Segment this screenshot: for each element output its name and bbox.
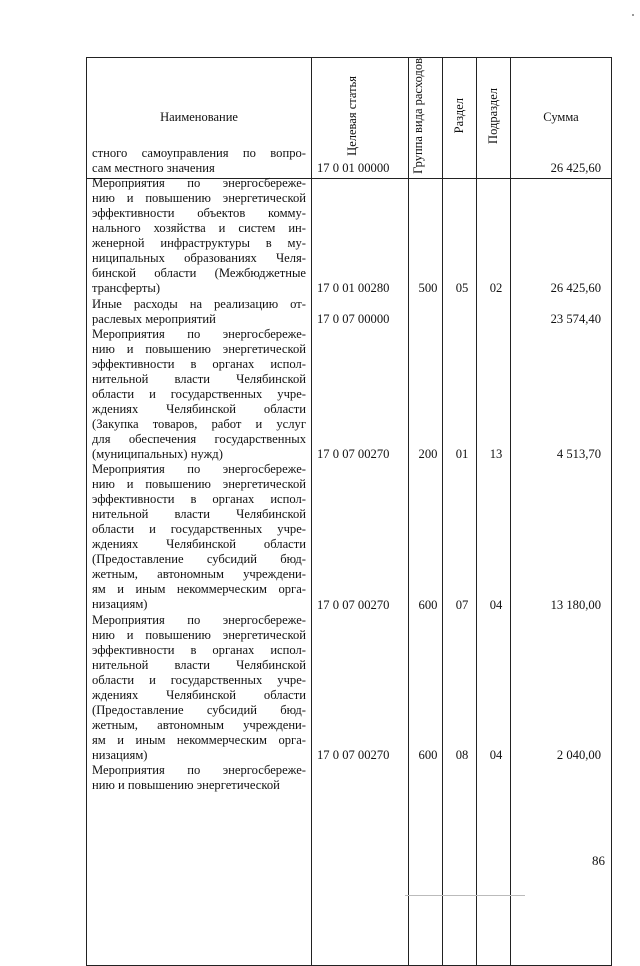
row-name-line: области и государственных учре- — [92, 522, 306, 537]
row-name-line: Иные расходы на реализацию от- — [92, 296, 306, 311]
row-sum: 13 180,00 — [550, 597, 601, 612]
row-name-line: ждениях Челябинской области — [92, 537, 306, 552]
row-code: 17 0 07 00270 — [317, 748, 390, 762]
row-name-line: Мероприятия по энергосбереже- — [92, 763, 306, 778]
row-name-line: женерной инфраструктуры в му- — [92, 236, 306, 251]
header-name: Наименование — [87, 58, 312, 179]
row-name-line: для обеспечения государственных — [92, 431, 306, 446]
row-group: 500 — [418, 281, 438, 296]
row-sum: 23 574,40 — [550, 311, 601, 326]
row-name-line: нительной власти Челябинской — [92, 657, 306, 672]
header-subsection: Подраздел — [477, 58, 511, 179]
row-name — [92, 146, 306, 176]
row-name — [92, 327, 306, 462]
row-name-line: Мероприятия по энергосбереже- — [92, 326, 306, 341]
row-name-line: ждениях Челябинской области — [92, 401, 306, 416]
header-group: Группа вида расходов — [409, 58, 443, 179]
row-name-line: (муниципальных) нужд) — [92, 446, 223, 461]
row-code: 17 0 01 00280 — [317, 281, 390, 296]
row-name-line: эффективности в органах испол- — [92, 356, 306, 371]
row-subsection: 02 — [489, 281, 503, 296]
footer-rule — [405, 895, 525, 896]
row-name-line: (Закупка товаров, работ и услуг — [92, 416, 306, 431]
row-code: 17 0 01 00000 — [317, 161, 390, 176]
row-name-line: сам местного значения — [92, 161, 215, 175]
row-code: 17 0 07 00270 — [317, 597, 390, 612]
row-subsection: 13 — [489, 447, 503, 461]
page-number: 86 — [592, 853, 605, 868]
row-name-line: нию и повышению энергетической — [92, 627, 306, 642]
row-sum: 2 040,00 — [556, 748, 601, 762]
row-name — [92, 613, 306, 763]
row-name-line: эффективности объектов комму- — [92, 206, 306, 221]
row-name-line: нительной власти Челябинской — [92, 371, 306, 386]
row-name-line: эффективности в органах испол- — [92, 642, 306, 657]
row-name-line: трансферты) — [92, 281, 161, 296]
row-sum: 26 425,60 — [550, 161, 601, 176]
row-name-line: нального хозяйства и систем ин- — [92, 221, 306, 236]
row-name-line: раслевых мероприятий — [92, 311, 216, 326]
row-name-line: эффективности в органах испол- — [92, 492, 306, 507]
row-name-line: жетным, автономным учреждени- — [92, 567, 306, 582]
row-name-line: ждениях Челябинской области — [92, 687, 306, 702]
header-sum: Сумма — [511, 58, 612, 179]
row-subsection: 04 — [489, 597, 503, 612]
row-name — [92, 462, 306, 612]
scan-speck — [632, 14, 634, 16]
row-name-line: низациям) — [92, 597, 148, 612]
row-group: 600 — [418, 597, 438, 612]
row-name-line: области и государственных учре- — [92, 386, 306, 401]
row-section: 07 — [455, 597, 469, 612]
row-name-line: нию и повышению энергетической — [92, 477, 306, 492]
row-name-line: Мероприятия по энергосбереже- — [92, 176, 306, 191]
row-name-line: стного самоуправления по вопро- — [92, 146, 306, 160]
row-group: 200 — [418, 447, 438, 461]
row-section: 01 — [455, 447, 469, 461]
row-name-line: низациям) — [92, 747, 148, 762]
row-name-line: (Предоставление субсидий бюд- — [92, 552, 306, 567]
row-name-line: нию и повышению энергетической — [92, 778, 280, 793]
row-name-line: нию и повышению энергетической — [92, 341, 306, 356]
row-section: 08 — [455, 748, 469, 762]
row-name — [92, 297, 306, 327]
row-name-line: нительной власти Челябинской — [92, 507, 306, 522]
row-group: 600 — [418, 748, 438, 762]
row-sum: 26 425,60 — [550, 281, 601, 296]
row-name-line: жетным, автономным учреждени- — [92, 717, 306, 732]
row-name-line: бинской области (Межбюджетные — [92, 266, 306, 281]
row-name — [92, 763, 306, 793]
row-name — [92, 176, 306, 296]
row-name-line: Мероприятия по энергосбереже- — [92, 462, 306, 477]
row-section: 05 — [455, 281, 469, 296]
row-name-line: области и государственных учре- — [92, 672, 306, 687]
header-section: Раздел — [443, 58, 477, 179]
row-subsection: 04 — [489, 748, 503, 762]
header-code: Целевая статья — [312, 58, 409, 179]
row-name-line: (Предоставление субсидий бюд- — [92, 702, 306, 717]
row-name-line: нию и повышению энергетической — [92, 191, 306, 206]
row-sum: 4 513,70 — [556, 447, 601, 461]
row-name-line: ям и иным некоммерческим орга- — [92, 732, 306, 747]
row-code: 17 0 07 00000 — [317, 311, 390, 326]
row-name-line: ниципальных образованиях Челя- — [92, 251, 306, 266]
row-name-line: ям и иным некоммерческим орга- — [92, 582, 306, 597]
row-name-line: Мероприятия по энергосбереже- — [92, 612, 306, 627]
row-code: 17 0 07 00270 — [317, 447, 390, 461]
